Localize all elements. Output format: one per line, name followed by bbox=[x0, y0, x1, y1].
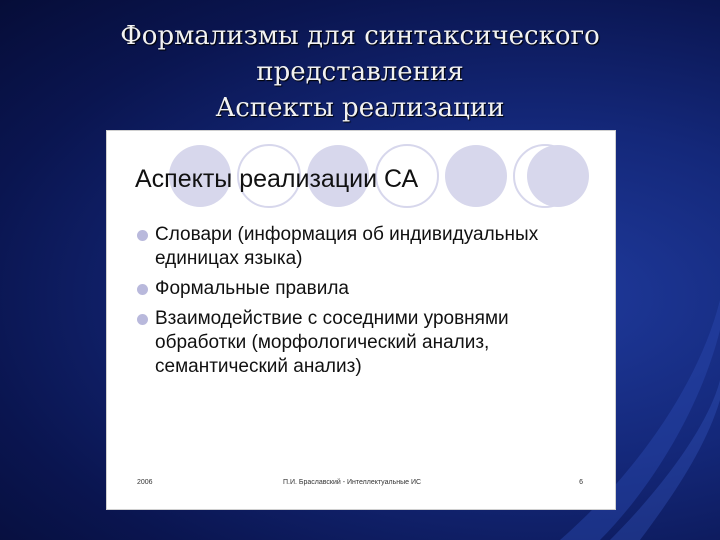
slide-footer bbox=[137, 479, 583, 491]
circle-7 bbox=[527, 145, 589, 207]
bullet-list bbox=[137, 223, 597, 385]
slide-title-line-1: Формализмы для синтаксического bbox=[120, 21, 600, 51]
bullet-icon bbox=[137, 230, 148, 241]
slide-title-line-2: представления bbox=[256, 57, 464, 87]
bullet-icon bbox=[137, 284, 148, 295]
circle-5 bbox=[445, 145, 507, 207]
slide-title bbox=[0, 18, 720, 126]
inner-slide-title: Аспекты реализации СА bbox=[135, 165, 419, 193]
bullet-text-1: Словари (информация об индивидуальных единицах языка) bbox=[155, 224, 539, 269]
footer-author: П.И. Браславский - Интеллектуальные ИС bbox=[283, 479, 422, 486]
footer-page-number: 6 bbox=[579, 479, 583, 486]
bullet-item-2 bbox=[137, 277, 597, 301]
embedded-slide bbox=[106, 130, 616, 510]
bullet-text-2: Формальные правила bbox=[155, 278, 349, 299]
bullet-item-1 bbox=[137, 223, 597, 271]
footer-year: 2006 bbox=[137, 479, 153, 486]
bullet-icon bbox=[137, 314, 148, 325]
bullet-item-3 bbox=[137, 307, 597, 379]
slide-title-line-3: Аспекты реализации bbox=[215, 93, 505, 123]
bullet-text-3: Взаимодействие с соседними уровнями обработки (морфологический анализ, семантический анализ) bbox=[155, 308, 509, 377]
